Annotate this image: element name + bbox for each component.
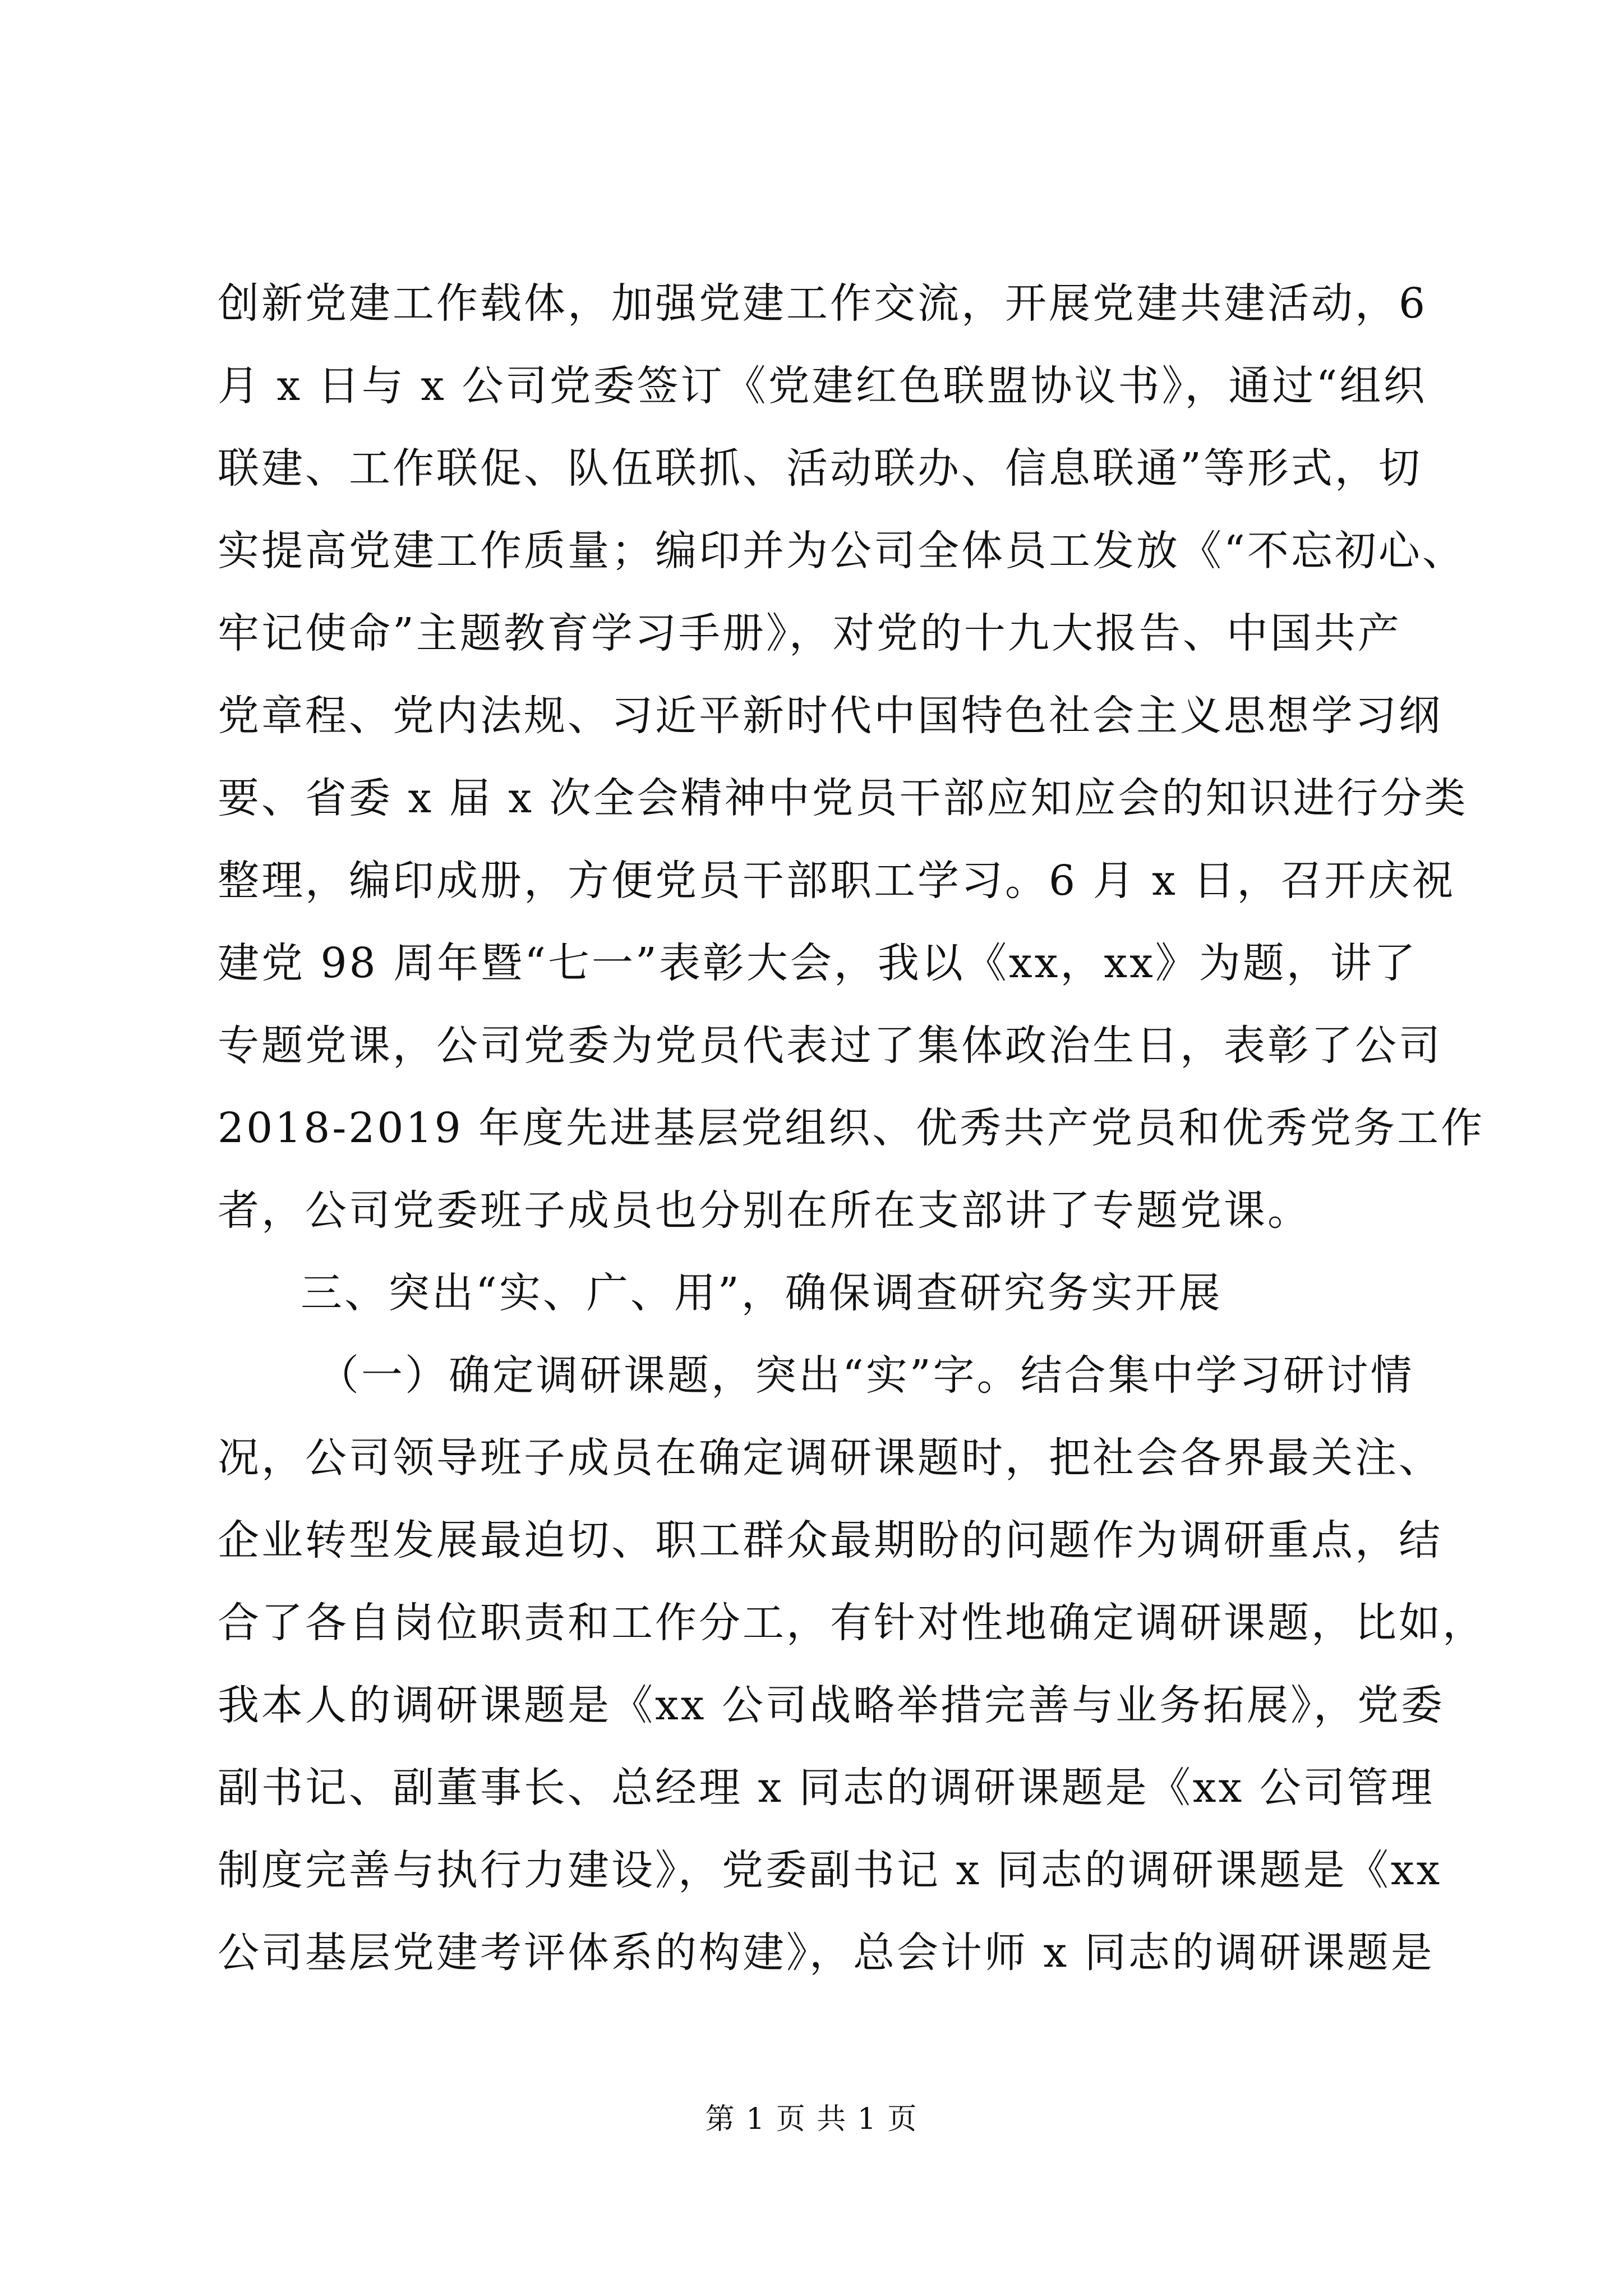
text-line: 整理，编印成册，方便党员干部职工学习。6 月 x 日，召开庆祝 <box>218 857 1456 905</box>
text-line: 我本人的调研课题是《xx 公司战略举措完善与业务拓展》，党委 <box>218 1681 1445 1729</box>
text-line: 2018-2019 年度先进基层党组织、优秀共产党员和优秀党务工作 <box>218 1104 1485 1152</box>
subsection-start: （一）确定调研课题，突出“实”字。结合集中学习研讨情 <box>317 1351 1414 1400</box>
text-line: 月 x 日与 x 公司党委签订《党建红色联盟协议书》，通过“组织 <box>218 362 1427 410</box>
text-line: 实提高党建工作质量；编印并为公司全体员工发放《“不忘初心、 <box>218 527 1466 575</box>
text-line: 要、省委 x 届 x 次全会精神中党员干部应知应会的知识进行分类 <box>218 774 1468 822</box>
section-heading: 三、突出“实、广、用”，确保调查研究务实开展 <box>301 1269 1223 1317</box>
text-line: 专题党课，公司党委为党员代表过了集体政治生日，表彰了公司 <box>218 1022 1442 1070</box>
text-line: 党章程、党内法规、习近平新时代中国特色社会主义思想学习纲 <box>218 692 1442 740</box>
text-line: 况，公司领导班子成员在确定调研课题时，把社会各界最关注、 <box>218 1434 1442 1482</box>
text-line: 企业转型发展最迫切、职工群众最期盼的问题作为调研重点，结 <box>218 1516 1442 1565</box>
body-text <box>218 263 1486 1994</box>
text-line: 制度完善与执行力建设》，党委副书记 x 同志的调研课题是《xx <box>218 1846 1442 1894</box>
page-number-footer: 第 1 页 共 1 页 <box>705 2102 918 2136</box>
text-line: 联建、工作联促、队伍联抓、活动联办、信息联通”等形式，切 <box>218 444 1422 493</box>
text-line: 公司基层党建考评体系的构建》，总会计师 x 同志的调研课题是 <box>218 1929 1435 1977</box>
text-line: 者，公司党委班子成员也分别在所在支部讲了专题党课。 <box>218 1186 1311 1235</box>
text-line: 建党 98 周年暨“七一”表彰大会，我以《xx，xx》为题，讲了 <box>218 939 1418 987</box>
text-line: 副书记、副董事长、总经理 x 同志的调研课题是《xx 公司管理 <box>218 1764 1435 1812</box>
text-line: 牢记使命”主题教育学习手册》，对党的十九大报告、中国共产 <box>218 609 1401 657</box>
text-line: 合了各自岗位职责和工作分工，有针对性地确定调研课题，比如， <box>218 1599 1486 1647</box>
text-line: 创新党建工作载体，加强党建工作交流，开展党建共建活动，6 <box>218 279 1428 328</box>
